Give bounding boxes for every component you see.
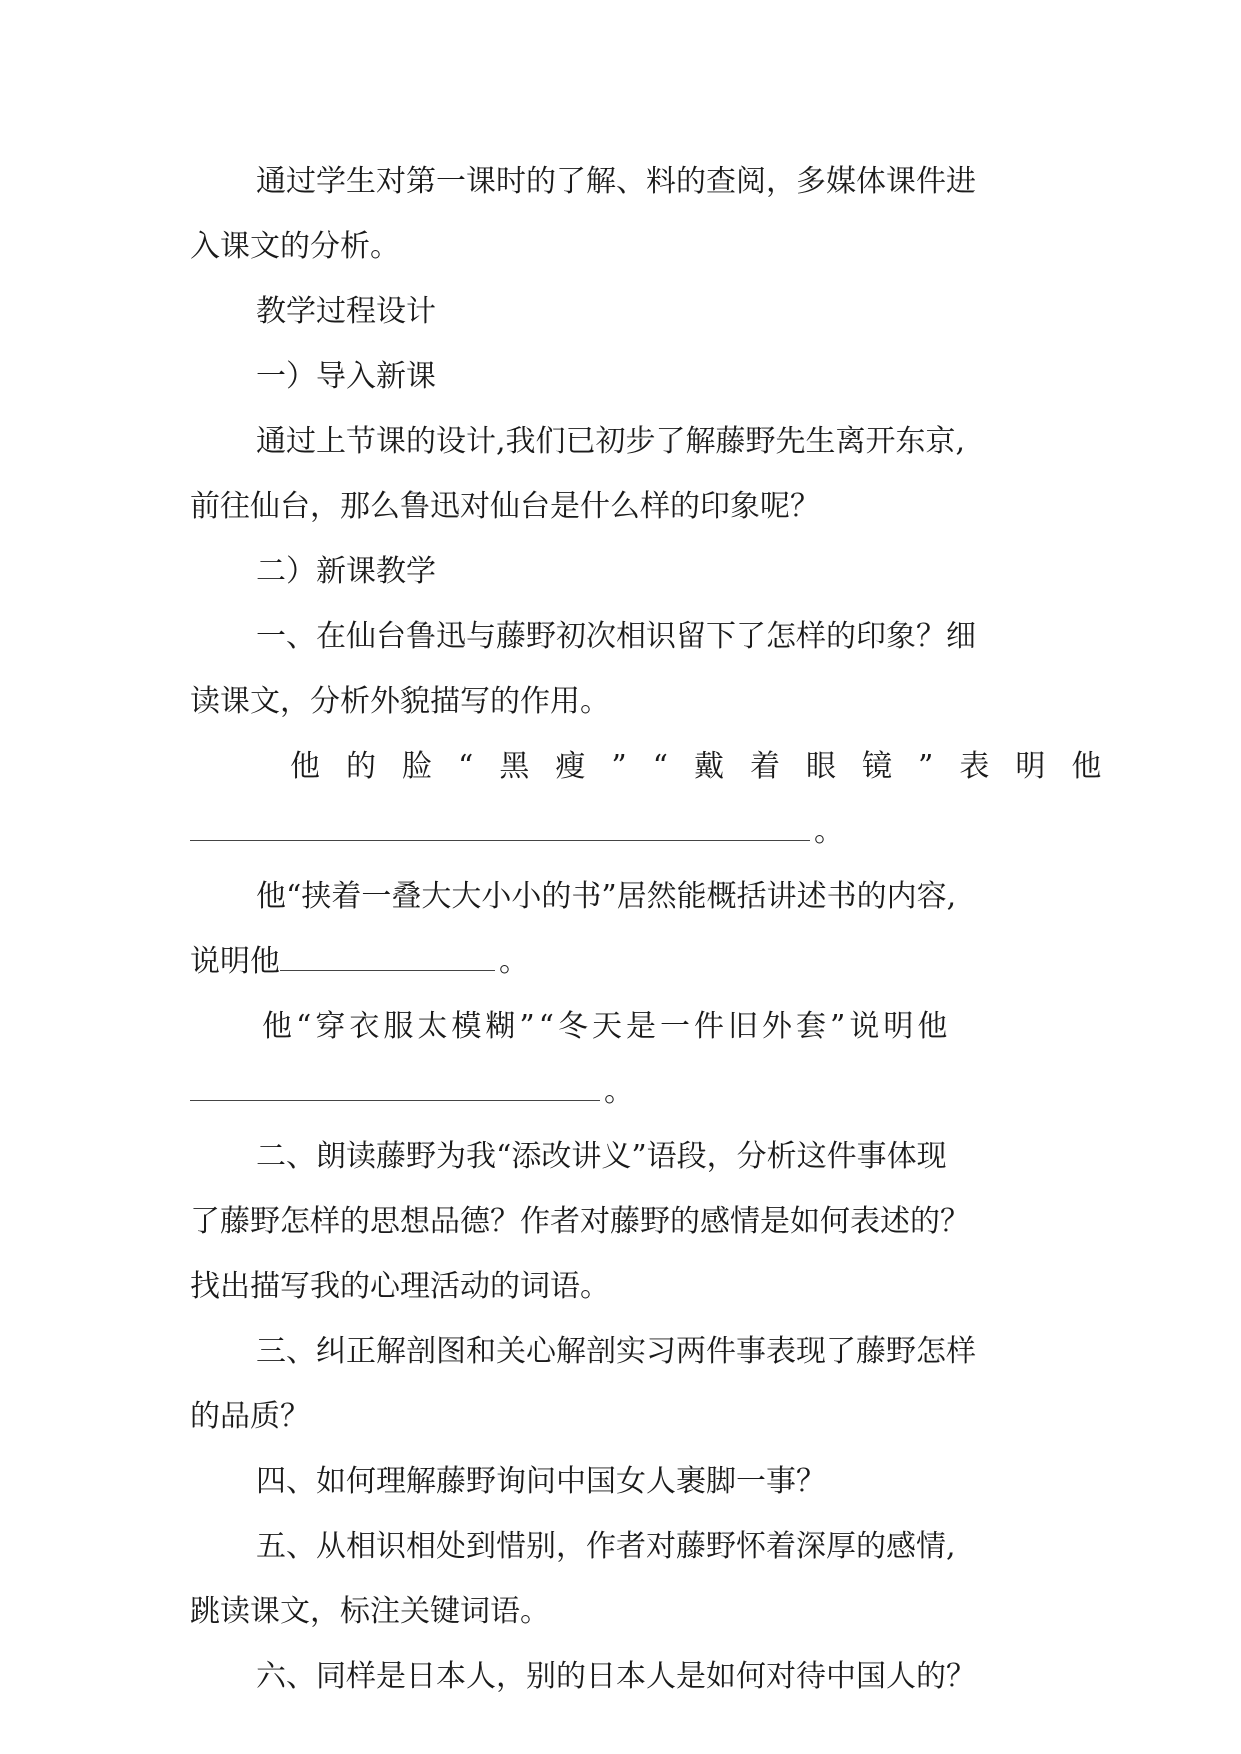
period: 。 bbox=[499, 944, 529, 979]
section-heading: 教学过程设计 bbox=[256, 294, 436, 329]
fill-in-line bbox=[190, 942, 1050, 982]
period: 。 bbox=[604, 1074, 634, 1109]
paragraph-line: 通过上节课的设计,我们已初步了解藤野先生离开东京, bbox=[256, 424, 966, 459]
paragraph-line: 入课文的分析。 bbox=[190, 229, 400, 264]
question-line: 的品质？ bbox=[190, 1399, 310, 1434]
question-line: 了藤野怎样的思想品德？作者对藤野的感情是如何表述的？ bbox=[190, 1204, 970, 1239]
fill-in-blank-line bbox=[190, 812, 1050, 852]
paragraph-line: 前往仙台，那么鲁迅对仙台是什么样的印象呢？ bbox=[190, 489, 820, 524]
answer-blank[interactable] bbox=[190, 1072, 600, 1101]
question-line: 六、同样是日本人，别的日本人是如何对待中国人的？ bbox=[256, 1659, 976, 1694]
question-line: 一、在仙台鲁迅与藤野初次相识留下了怎样的印象？细 bbox=[256, 619, 976, 654]
section-heading: 二）新课教学 bbox=[256, 554, 436, 589]
question-line: 跳读课文，标注关键词语。 bbox=[190, 1594, 550, 1629]
section-heading: 一）导入新课 bbox=[256, 359, 436, 394]
question-line: 二、朗读藤野为我“添改讲义”语段，分析这件事体现 bbox=[256, 1139, 947, 1174]
fill-in-text: 他的脸“黑瘦”“戴着眼镜”表明他 bbox=[290, 749, 1128, 784]
period: 。 bbox=[814, 814, 844, 849]
answer-blank[interactable] bbox=[190, 812, 810, 841]
fill-in-text: 他“穿衣服太模糊”“冬天是一件旧外套”说明他 bbox=[262, 1009, 952, 1044]
question-line: 五、从相识相处到惜别，作者对藤野怀着深厚的感情, bbox=[256, 1529, 956, 1564]
fill-in-text: 说明他 bbox=[190, 944, 280, 979]
fill-in-line bbox=[190, 747, 1128, 787]
fill-in-line: 他“挟着一叠大大小小的书”居然能概括讲述书的内容, bbox=[256, 879, 957, 914]
answer-blank[interactable] bbox=[280, 942, 495, 971]
document-body bbox=[190, 162, 1128, 1722]
fill-in-blank-line bbox=[190, 1072, 1050, 1112]
paragraph-line: 通过学生对第一课时的了解、料的查阅，多媒体课件进 bbox=[256, 164, 976, 199]
question-line: 四、如何理解藤野询问中国女人裹脚一事？ bbox=[256, 1464, 826, 1499]
question-line: 三、纠正解剖图和关心解剖实习两件事表现了藤野怎样 bbox=[256, 1334, 976, 1369]
question-line: 找出描写我的心理活动的词语。 bbox=[190, 1269, 610, 1304]
fill-in-line bbox=[190, 1007, 1050, 1047]
question-line: 读课文，分析外貌描写的作用。 bbox=[190, 684, 610, 719]
